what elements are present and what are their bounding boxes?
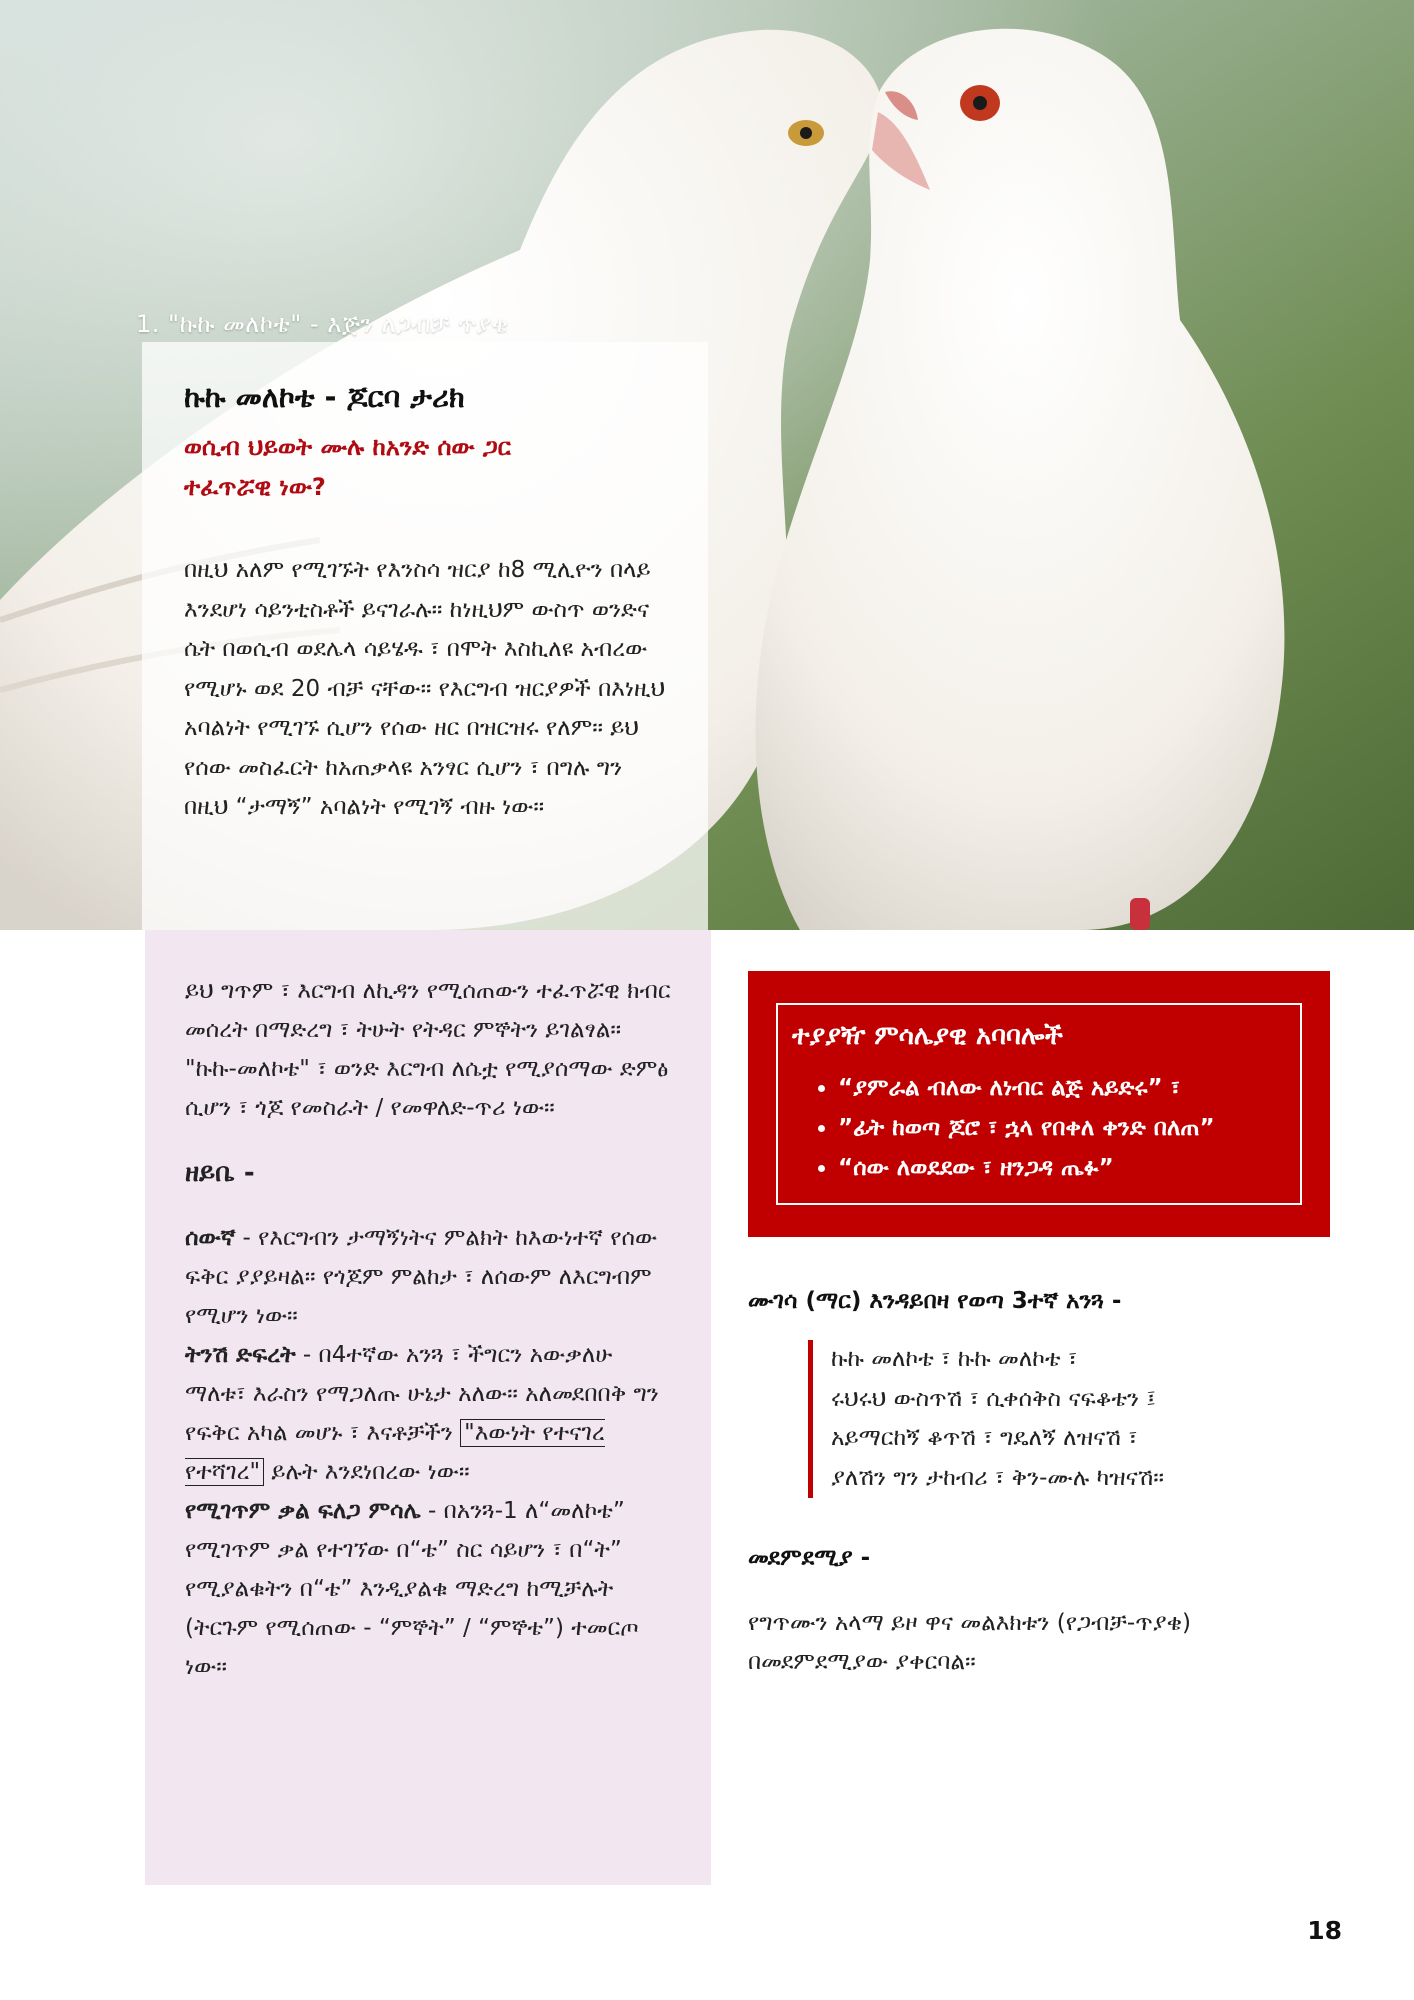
term-label: የሚገጥም ቃል ፍለጋ ምሳሌ: [185, 1498, 421, 1524]
proverbs-frame: [776, 1003, 1302, 1205]
style-heading: ዘይቤ -: [185, 1158, 255, 1188]
proverb-item: • “ሰው ለወደደው ፣ ዘንጋዳ ጤፉ”: [838, 1148, 1286, 1188]
term-text: - በ4ተኛው አንጓ ፣ ችግርን አውቃለሁ ማለቱ፣ እራስን የማጋለጡ ሁኔታ አለው። አለመደበበቅ ግን የፍቅር አካል መሆኑ ፣ እናቶቻችን: [185, 1342, 659, 1446]
stanza-line: አይማርከኝ ቆጥሽ ፣ ግዴለኝ ለዝናሽ ፣: [831, 1425, 1138, 1451]
proverb-item: • ”ፊት ከወጣ ጆሮ ፣ ኋላ የበቀለ ቀንድ በለጠ”: [838, 1108, 1286, 1148]
style-item-rhyme: [185, 1492, 673, 1687]
analysis-paragraph: ይህ ግጥም ፣ እርግብ ለኪዳን የሚሰጠውን ተፈጥሯዊ ክብር መሰረት በማድረግ ፣ ትሁት የትዳር ምኞትን ይገልፃል። "ኩኩ-መለኮቴ" ፣ ወንድ እርግብ ለሴቷ የሚያሰማው ድምፅ ሲሆን ፣ ጎጆ የመስራት / የመዋለድ-ጥሪ ነው።: [185, 978, 671, 1121]
conclusion-body: የግጥሙን አላማ ይዞ ዋና መልእክቱን (የጋብቻ-ጥያቄ) በመደምደሚያው ያቀርባል።: [748, 1610, 1191, 1675]
term-label: ሰውኛ: [185, 1225, 236, 1251]
page-number: 18: [1307, 1916, 1342, 1945]
term-text: - የእርግብን ታማኝነትና ምልክት ከእውነተኛ የሰው ፍቅር ያያይዛል። የጎጆም ምልከታ ፣ ለሰውም ለእርግብም የሚሆን ነው።: [185, 1225, 658, 1329]
intro-title: ኩኩ መለኮቴ - ጆርባ ታሪክ: [184, 380, 465, 414]
term-text: ይሉት እንደነበረው ነው።: [264, 1459, 470, 1485]
style-item-personification: [185, 1219, 673, 1336]
stanza-line: ኩኩ መለኮቴ ፣ ኩኩ መለኮቴ ፣: [831, 1346, 1078, 1372]
proverb-item: • “ያምራል ብለው ለነብር ልጅ አይድሩ” ፣: [838, 1068, 1286, 1108]
stanza-line: ያለሽን ግን ታከብሪ ፣ ቅን-ሙሉ ካዝናሽ።: [831, 1464, 1165, 1491]
stanza-heading: ሙገሳ (ማር) እንዳይበዛ የወጣ 3ተኛ አንጓ -: [748, 1288, 1122, 1314]
style-item-boldness: [185, 1336, 673, 1492]
boxed-proverb: "እውነት የተናገረ የተሻገረ": [185, 1420, 605, 1485]
proverbs-title: ተያያዥ ምሳሌያዊ አባባሎች: [792, 1021, 1063, 1051]
intro-question: ወሲብ ህይወት ሙሉ ከአንድ ሰው ጋር ተፈጥሯዊ ነው?: [184, 433, 511, 501]
proverbs-box: [748, 971, 1330, 1237]
conclusion-heading: መደምደሚያ -: [748, 1545, 871, 1571]
proverbs-list: [792, 1068, 1286, 1188]
stanza-line: ሩህሩህ ውስጥሽ ፣ ሲቀሰቅስ ናፍቆቴን ፤: [831, 1385, 1156, 1412]
section-subtitle: 1. "ኩኩ መለኮቴ" - እጅን ለጋብቻ ጥያቄ: [136, 310, 509, 338]
term-text: - በአንጓ-1 ለ“መለኮቴ” የሚገጥም ቃል የተገኘው በ“ቴ” ስር ሳይሆን ፣ በ“ት” የሚያልቁትን በ“ቴ” እንዲያልቁ ማድረግ ከሚቻሉት (ትርጉም የሚሰጠው - “ምኞት” / “ምኞቴ”) ተመርጦ ነው።: [185, 1498, 639, 1680]
analysis-panel: [145, 930, 711, 1885]
stanza-quote: [808, 1340, 1351, 1498]
term-label: ትንሽ ድፍረት: [185, 1342, 296, 1368]
intro-body: በዚህ አለም የሚገኙት የእንስሳ ዝርያ ከ8 ሚሊዮን በላይ እንደሆነ ሳይንቲስቶች ይናገራሉ። ከነዚህም ውስጥ ወንድና ሴት በወሲብ ወደሌላ ሳይሄዱ ፣ በሞት እስኪለዩ አብረው የሚሆኑ ወደ 20 ብቻ ናቸው። የእርግብ ዝርያዎች በእነዚህ አባልነት የሚገኙ ሲሆን የሰው ዘር በዝርዝሩ የለም። ይህ የሰው መስፈርት ከአጠቃላዩ አንፃር ሲሆን ፣ በግሉ ግን በዚህ “ታማኝ” አባልነት የሚገኝ ብዙ ነው።: [184, 557, 666, 820]
intro-panel: [142, 342, 708, 930]
